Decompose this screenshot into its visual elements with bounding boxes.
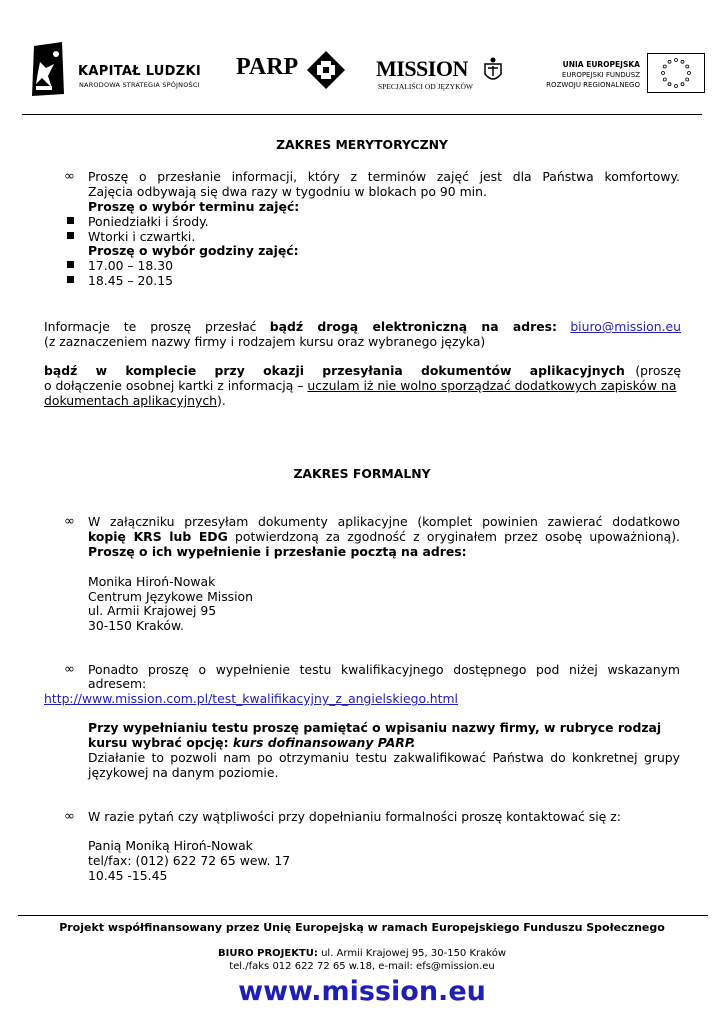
formal-p3-line1: Przy wypełnianiu testu proszę pamiętać o wpisaniu nazwy firmy, w rubryce rodzaj: [88, 720, 662, 735]
header-divider: [22, 114, 702, 115]
contact-line: tel/fax: (012) 622 72 65 wew. 17: [88, 853, 291, 868]
mission-wordmark: MISSION: [376, 56, 468, 81]
formal-p1-line1: W załączniku przesyłam dokumenty aplikacyjne (komplet powinien zawierać dodatkowo: [88, 514, 680, 529]
bullet-square-icon: [67, 276, 74, 283]
docs-warning: uczulam iż nie wolno sporządzać dodatkowych zapisków na: [307, 378, 677, 393]
hour-option: 18.45 – 20.15: [88, 273, 174, 288]
hour-heading: Proszę o wybór godziny zajęć:: [88, 243, 299, 258]
bullet-infinity-icon: ∞: [64, 662, 75, 677]
footer-office: [0, 947, 724, 960]
docs-warning-end: dokumentach aplikacyjnych: [44, 393, 218, 408]
docs-line2: [44, 378, 681, 393]
formal-p2-line2: adresem:: [88, 676, 147, 691]
merit-intro-line2: Zajęcia odbywają się dwa razy w tygodniu w blokach po 90 min.: [88, 184, 487, 199]
merit-intro-line1: Proszę o przesłanie informacji, który z terminów zajęć jest dla Państwa komfortowy.: [88, 169, 680, 184]
bullet-square-icon: [67, 261, 74, 268]
eu-line2: ROZWOJU REGIONALNEGO: [546, 81, 640, 89]
docs-line3: [44, 393, 226, 408]
formal-p3-line2: [88, 735, 415, 750]
address-line: Centrum Językowe Mission: [88, 589, 253, 604]
bullet-infinity-icon: ∞: [64, 169, 75, 184]
contact-line: Panią Moniką Hiroń-Nowak: [88, 838, 253, 853]
contact-line: 10.45 -15.45: [88, 868, 168, 883]
kapital-ludzki-emblem-icon: [28, 42, 70, 98]
info-bold: bądź drogą elektroniczną na adres:: [269, 319, 557, 334]
docs-line3-end: ).: [217, 393, 226, 408]
formal-heading: ZAKRES FORMALNY: [293, 466, 431, 481]
mission-subtitle: SPECJALIŚCI OD JĘZYKÓW: [378, 82, 474, 91]
krs-edg: kopię KRS lub EDG: [88, 529, 228, 544]
parp-diamond-icon: [306, 50, 346, 90]
docs-bold: bądź w komplecie przy okazji przesyłania dokumentów aplikacyjnych: [44, 363, 625, 378]
merit-heading: ZAKRES MERYTORYCZNY: [276, 137, 448, 152]
docs-line1: [44, 363, 681, 378]
formal-p1-line2: [88, 529, 680, 544]
term-heading: Proszę o wybór terminu zajęć:: [88, 199, 300, 214]
logo-mission: [376, 56, 516, 96]
address-line: 30-150 Kraków.: [88, 618, 184, 633]
logo-kapital-ludzki: [28, 42, 218, 98]
bullet-infinity-icon: ∞: [64, 809, 75, 824]
office-label: BIURO PROJEKTU:: [217, 948, 318, 959]
docs-line2-a: o dołączenie osobnej kartki z informacją –: [44, 378, 308, 393]
website-link[interactable]: www.mission.eu: [238, 976, 486, 1007]
mission-crest-icon: [482, 56, 504, 86]
bullet-square-icon: [67, 217, 74, 224]
p3-option-label: kursu wybrać opcję:: [88, 735, 233, 750]
kl-subtitle: NARODOWA STRATEGIA SPÓJNOŚCI: [79, 81, 200, 89]
test-url-link[interactable]: http://www.mission.com.pl/test_kwalifikacyjny_z_angielskiego.html: [44, 691, 458, 706]
p1-line2-rest: potwierdzoną za zgodność z oryginałem przez osobę upoważnioną).: [227, 529, 680, 544]
eu-flag-icon: [647, 53, 705, 93]
eu-line1: EUROPEJSKI FUNDUSZ: [561, 71, 640, 79]
info-pre: Informacje te proszę przesłać: [44, 319, 257, 334]
info-line1: [44, 319, 681, 334]
formal-p2-line1: Ponadto proszę o wypełnienie testu kwalifikacyjnego dostępnego pod niżej wskazanym: [88, 662, 680, 677]
formal-p3-line4: językowej na danym poziomie.: [88, 765, 279, 780]
bullet-square-icon: [67, 232, 74, 239]
term-option: Poniedziałki i środy.: [88, 214, 209, 229]
office-address: ul. Armii Krajowej 95, 30-150 Kraków: [317, 948, 507, 959]
logo-eu-text: [540, 60, 640, 90]
formal-p4-line1: W razie pytań czy wątpliwości przy dopełnianiu formalności proszę kontaktować się z:: [88, 809, 621, 824]
footer-divider: [18, 915, 708, 916]
info-line2: (z zaznaczeniem nazwy firmy i rodzajem kursu oraz wybranego języka): [44, 334, 486, 349]
docs-rest: (proszę: [635, 363, 681, 378]
eu-title: UNIA EUROPEJSKA: [562, 60, 640, 69]
hour-option: 17.00 – 18.30: [88, 258, 174, 273]
formal-p3-line3: Działanie to pozwoli nam po otrzymaniu testu zakwalifikować Państwa do konkretnej grupy: [88, 750, 680, 765]
formal-p1-line3: Proszę o ich wypełnienie i przesłanie pocztą na adres:: [88, 544, 467, 559]
kl-title: KAPITAŁ LUDZKI: [78, 64, 201, 79]
email-link[interactable]: biuro@mission.eu: [570, 319, 681, 334]
footer-project: Projekt współfinansowany przez Unię Europejską w ramach Europejskiego Funduszu Społecznego: [59, 921, 665, 934]
p3-option-value: kurs dofinansowany PARP.: [232, 735, 416, 750]
footer-contact: tel./faks 012 622 72 65 w.18, e-mail: efs@mission.eu: [229, 961, 495, 972]
bullet-infinity-icon: ∞: [64, 514, 75, 529]
address-line: ul. Armii Krajowej 95: [88, 603, 217, 618]
address-line: Monika Hiroń-Nowak: [88, 574, 216, 589]
logo-parp: [236, 54, 348, 94]
parp-wordmark: PARP: [236, 54, 299, 80]
term-option: Wtorki i czwartki.: [88, 229, 196, 244]
